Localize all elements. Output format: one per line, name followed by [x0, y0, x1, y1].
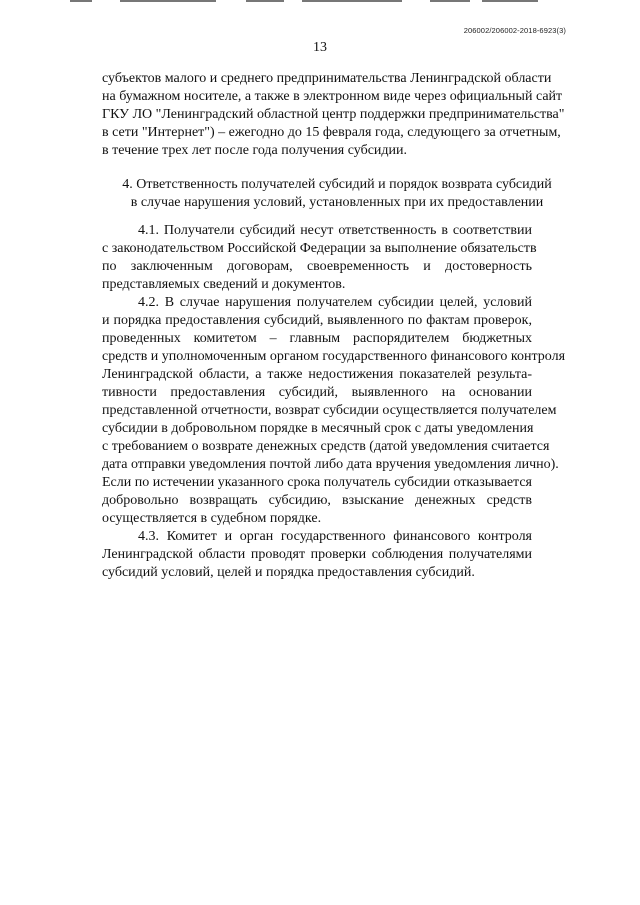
scan-artifact-top [70, 0, 540, 3]
heading-line: 4. Ответственность получателей субсидий и порядок возврата субсидий [122, 177, 552, 192]
page-number: 13 [313, 40, 327, 55]
text-line: представляемых сведений и документов. [102, 277, 346, 292]
text-line: по заключенным договорам, своевременность и достоверность [102, 259, 532, 274]
text-line: осуществляется в судебном порядке. [102, 511, 322, 526]
document-id: 206002/206002-2018-6923(3) [463, 26, 566, 35]
text-line: субсидий условий, целей и порядка предоставления субсидий. [102, 565, 475, 580]
text-line: средств и уполномоченным органом государственного финансового контроля [102, 349, 566, 364]
section-body [102, 222, 566, 582]
text-line: субсидии в добровольном порядке в месячный срок с даты уведомления [102, 421, 534, 436]
text-line: с законодательством Российской Федерации за выполнение обязательств [102, 241, 537, 256]
heading-line: в случае нарушения условий, установленных при их предоставлении [130, 195, 544, 210]
text-line: проведенных комитетом – главным распорядителем бюджетных [102, 331, 532, 346]
text-line: Если по истечении указанного срока получатель субсидии отказывается [102, 475, 532, 490]
text-line: тивности предоставления субсидий, выявленного на основании [102, 385, 532, 400]
section-heading [102, 176, 572, 212]
text-line: с требованием о возврате денежных средств (датой уведомления считается [102, 439, 550, 454]
text-line: на бумажном носителе, а также в электронном виде через официальный сайт [102, 89, 563, 104]
clause-4-2: 4.2. В случае нарушения получателем субсидии целей, условий [138, 295, 532, 310]
text-line: добровольно возвращать субсидию, взыскание денежных средств [102, 493, 532, 508]
clause-4-1: 4.1. Получатели субсидий несут ответственность в соответствии [138, 223, 532, 238]
text-line: дата отправки уведомления почтой либо дата вручения уведомления лично). [102, 457, 559, 472]
intro-paragraph [102, 70, 565, 160]
text-line: представленной отчетности, возврат субсидии осуществляется получателем [102, 403, 557, 418]
text-line: Ленинградской области проводят проверки соблюдения получателями [102, 547, 532, 562]
text-line: в течение трех лет после года получения субсидии. [102, 143, 408, 158]
text-line: в сети "Интернет") – ежегодно до 15 февраля года, следующего за отчетным, [102, 125, 561, 140]
clause-4-3: 4.3. Комитет и орган государственного финансового контроля [138, 529, 532, 544]
text-line: субъектов малого и среднего предпринимательства Ленинградской области [102, 71, 552, 86]
text-line: ГКУ ЛО "Ленинградский областной центр поддержки предпринимательства" [102, 107, 565, 122]
text-line: и порядка предоставления субсидий, выявленного по фактам проверок, [102, 313, 532, 328]
text-line: Ленинградской области, а также недостижения показателей результа- [102, 367, 532, 382]
